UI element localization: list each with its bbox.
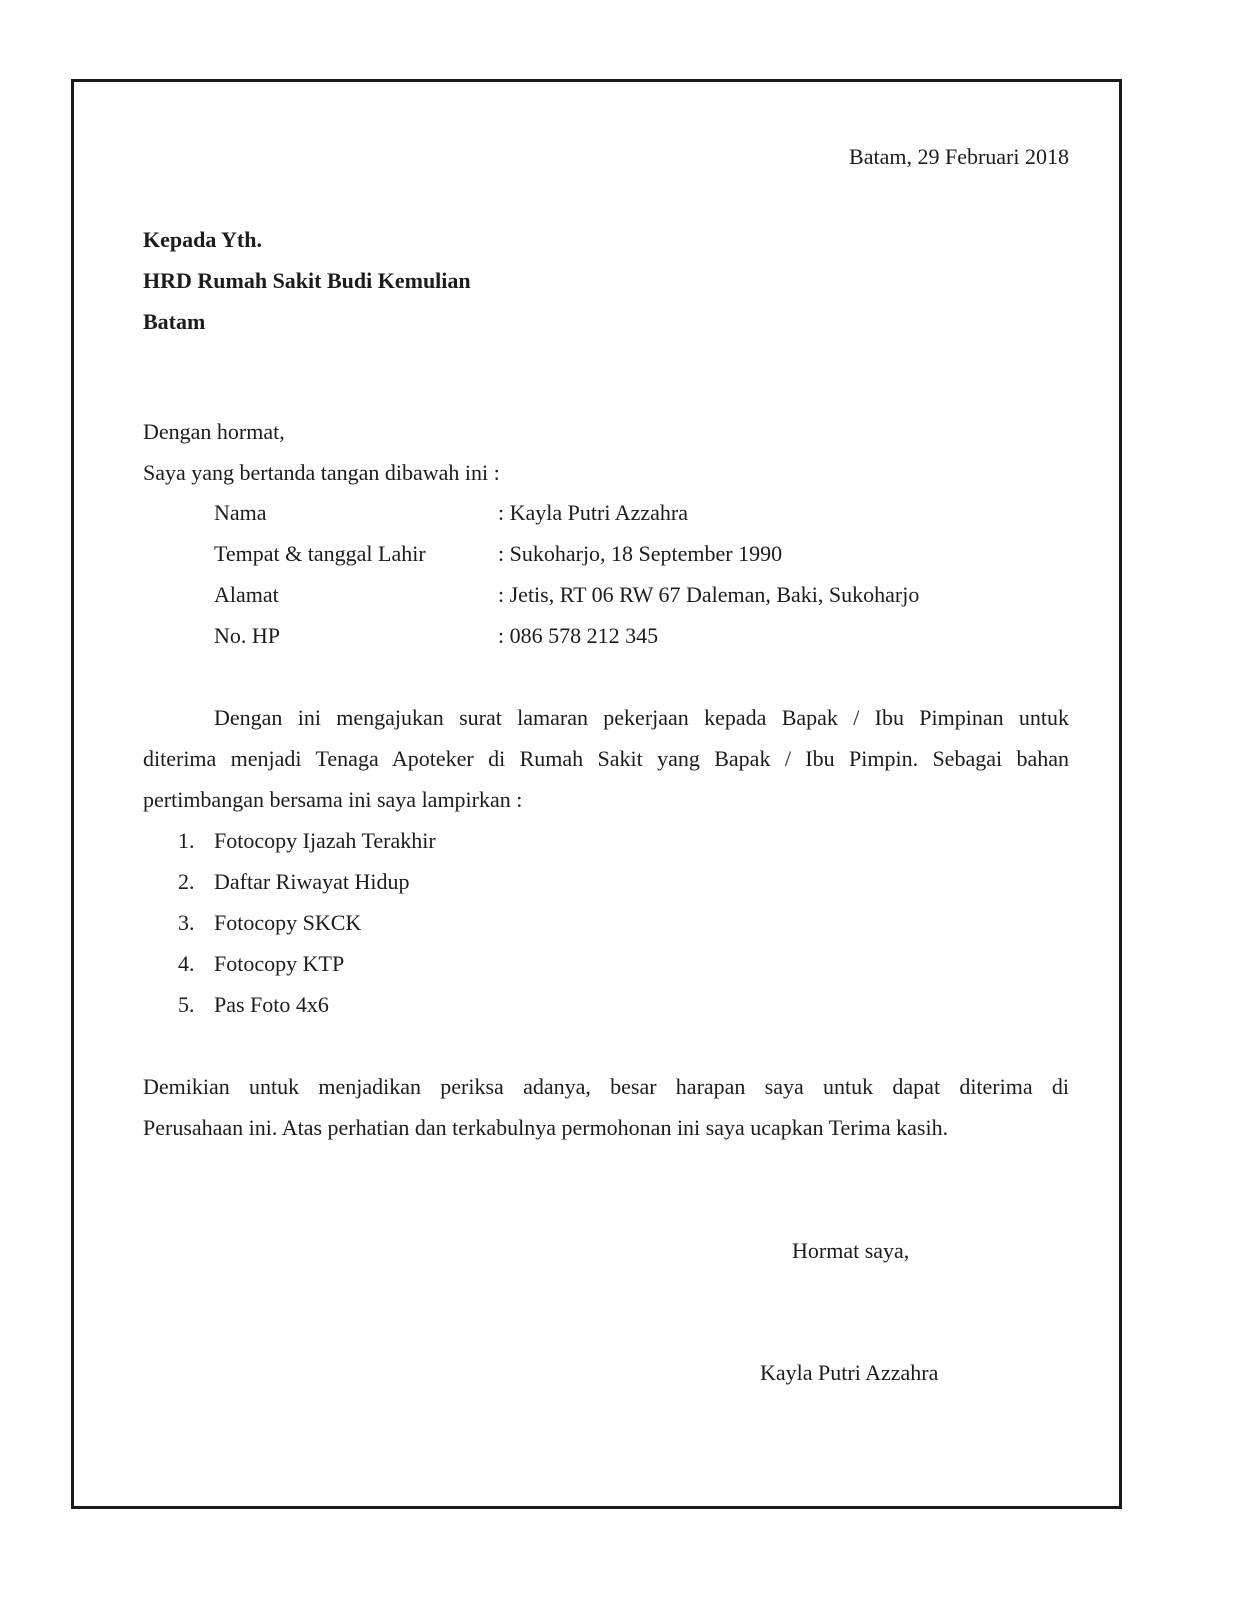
attachment-number: 4.	[178, 951, 195, 976]
attachment-number: 3.	[178, 910, 195, 935]
closing-paragraph-line-1: Demikian untuk menjadikan periksa adanya, besar harapan saya untuk dapat diterima di	[143, 1074, 1069, 1099]
body-paragraph-line-1: Dengan ini mengajukan surat lamaran pekerjaan kepada Bapak / Ibu Pimpinan untuk	[214, 705, 1069, 730]
attachment-number: 5.	[178, 992, 195, 1017]
field-value-phone: : 086 578 212 345	[498, 623, 659, 648]
recipient-line-3: Batam	[143, 309, 206, 334]
field-label-phone: No. HP	[214, 623, 281, 648]
recipient-line-2: HRD Rumah Sakit Budi Kemulian	[143, 268, 471, 293]
recipient-line-1: Kepada Yth.	[143, 227, 262, 252]
attachment-number: 2.	[178, 869, 195, 894]
attachment-item: Fotocopy SKCK	[214, 910, 362, 935]
body-paragraph-line-2: diterima menjadi Tenaga Apoteker di Rumah Sakit yang Bapak / Ibu Pimpin. Sebagai bahan	[143, 746, 1069, 771]
body-paragraph-line-3: pertimbangan bersama ini saya lampirkan :	[143, 787, 523, 812]
letter-date: Batam, 29 Februari 2018	[849, 144, 1069, 169]
field-label-birth: Tempat & tanggal Lahir	[214, 541, 426, 566]
field-label-address: Alamat	[214, 582, 279, 607]
attachment-item: Fotocopy KTP	[214, 951, 345, 976]
field-label-name: Nama	[214, 500, 267, 525]
field-value-address: : Jetis, RT 06 RW 67 Daleman, Baki, Sukoharjo	[498, 582, 920, 607]
attachment-item: Pas Foto 4x6	[214, 992, 329, 1017]
sign-off: Hormat saya,	[792, 1238, 910, 1263]
greeting: Dengan hormat,	[143, 419, 285, 444]
field-value-birth: : Sukoharjo, 18 September 1990	[498, 541, 783, 566]
attachment-item: Daftar Riwayat Hidup	[214, 869, 410, 894]
field-value-name: : Kayla Putri Azzahra	[498, 500, 688, 525]
closing-paragraph-line-2: Perusahaan ini. Atas perhatian dan terkabulnya permohonan ini saya ucapkan Terima kasih.	[143, 1115, 949, 1140]
attachment-number: 1.	[178, 828, 195, 853]
signature-name: Kayla Putri Azzahra	[760, 1360, 939, 1385]
attachment-item: Fotocopy Ijazah Terakhir	[214, 828, 436, 853]
intro-line: Saya yang bertanda tangan dibawah ini :	[143, 460, 500, 485]
